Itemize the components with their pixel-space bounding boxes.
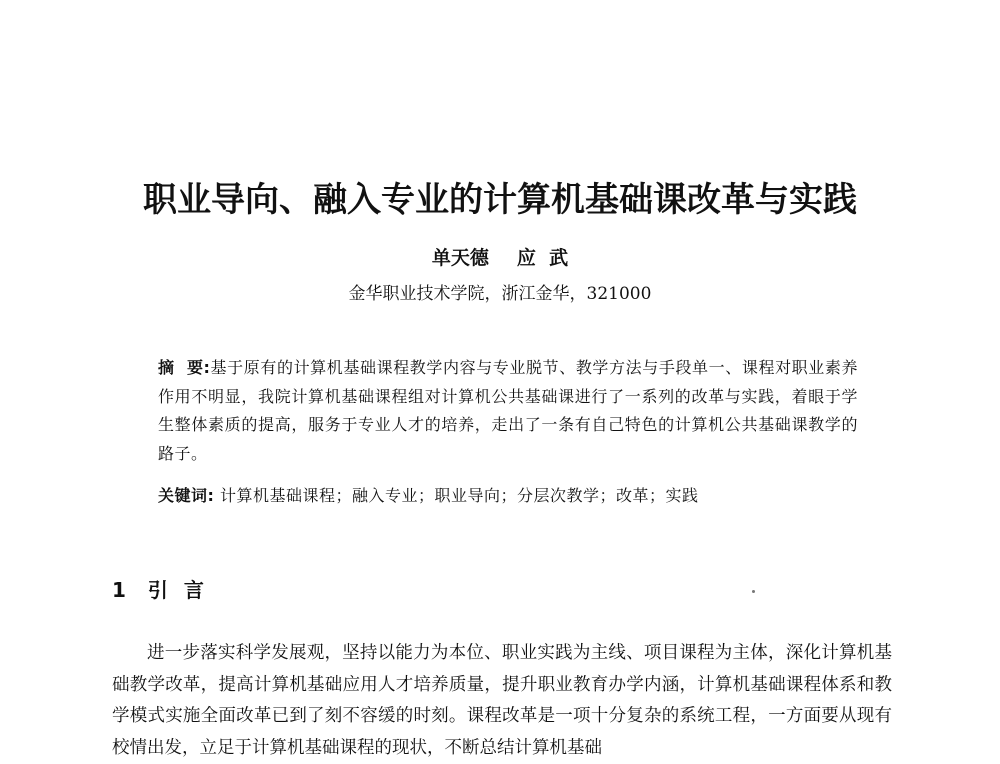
keywords-block — [158, 482, 878, 510]
author-1: 单天德 — [431, 247, 489, 269]
author-affiliation: 金华职业技术学院，浙江金华，321000 — [348, 284, 652, 304]
keywords-label: 关键词: — [158, 486, 215, 505]
scan-speck — [752, 590, 755, 593]
author-2: 应 武 — [516, 247, 569, 269]
abstract-label: 摘 要: — [158, 358, 211, 377]
paper-title: 职业导向、融入专业的计算机基础课改革与实践 — [143, 180, 857, 220]
abstract-text: 基于原有的计算机基础课程教学内容与专业脱节、教学方法与手段单一、课程对职业素养作用不明显，我院计算机基础课程组对计算机公共基础课进行了一系列的改革与实践，着眼于学生整体素质的提高，服务于专业人才的培养，走出了一条有自己特色的计算机公共基础课教学的路子。 — [158, 358, 858, 463]
section-title-char-2: 言 — [183, 578, 204, 602]
section-number: 1 — [112, 578, 126, 602]
body-paragraph: 进一步落实科学发展观，坚持以能力为本位、职业实践为主线、项目课程为主体，深化计算机基础教学改革，提高计算机基础应用人才培养质量，提升职业教育办学内涵，计算机基础课程体系和教学模式实施全面改革已到了刻不容缓的时刻。课程改革是一项十分复杂的系统工程，一方面要从现有校情出发，立足于计算机基础课程的现状，不断总结计算机基础 — [112, 643, 892, 758]
author-line — [0, 244, 1000, 272]
section-title-char-1: 引 — [147, 578, 168, 602]
section-heading — [112, 575, 204, 605]
keywords-text: 计算机基础课程；融入专业；职业导向；分层次教学；改革；实践 — [220, 486, 699, 505]
abstract-block — [158, 354, 858, 468]
